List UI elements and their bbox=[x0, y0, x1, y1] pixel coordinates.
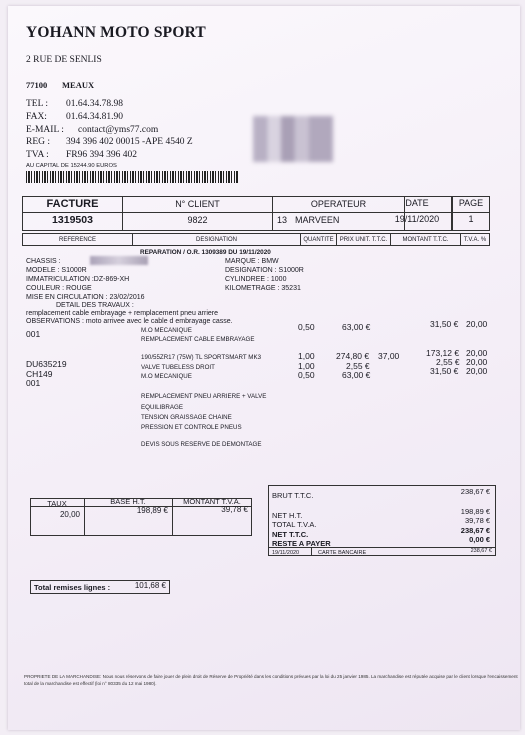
payment-divider bbox=[311, 548, 312, 556]
operator-name: MARVEEN bbox=[295, 215, 340, 225]
contact-value: 01.64.34.78.98 bbox=[66, 99, 123, 109]
net-ttc-label: NET T.T.C. bbox=[272, 530, 309, 539]
contact-label: TEL : bbox=[26, 99, 49, 109]
redacted-chassis bbox=[90, 256, 148, 265]
col-montant: MONTANT T.T.C. bbox=[391, 234, 461, 245]
facture-cell bbox=[23, 197, 123, 230]
line-reference: DU635219 bbox=[26, 359, 67, 369]
invoice-date: 19/11/2020 bbox=[394, 214, 440, 224]
vehicle-plate: IMMATRICULATION :DZ-869-XH bbox=[26, 276, 130, 283]
discount-total-value: 101,68 € bbox=[134, 581, 166, 590]
line-designation: M.O MECANIQUE bbox=[141, 373, 192, 380]
vat-rate-value: 20,00 bbox=[59, 510, 80, 519]
line-vat-rate: 20,00 bbox=[466, 366, 488, 376]
line-reference: 001 bbox=[26, 329, 41, 339]
contact-value: contact@yms77.com bbox=[78, 125, 159, 135]
net-ht-value: 198,89 € bbox=[460, 507, 490, 516]
barcode bbox=[26, 171, 238, 183]
operator-code: 13 bbox=[277, 215, 288, 225]
line-discount: 37,00 bbox=[378, 351, 400, 361]
work-description: remplacement cable embrayage + remplacement pneu arriere bbox=[26, 310, 219, 317]
vehicle-model: MODELE : S1000R bbox=[26, 267, 87, 274]
header-divider bbox=[23, 212, 489, 213]
remaining-value: 0,00 € bbox=[469, 535, 490, 544]
page-label: PAGE bbox=[458, 198, 484, 208]
line-quantity: 0,50 bbox=[298, 322, 315, 332]
line-designation: M.O MECANIQUE bbox=[141, 327, 192, 334]
company-address: 2 RUE DE SENLIS bbox=[26, 55, 102, 65]
company-name: YOHANN MOTO SPORT bbox=[26, 24, 206, 41]
column-header-row bbox=[22, 233, 490, 246]
contact-label: FAX: bbox=[26, 112, 47, 122]
client-number: 9822 bbox=[187, 215, 208, 225]
contact-label: REG : bbox=[26, 137, 51, 147]
work-detail-label: DETAIL DES TRAVAUX : bbox=[56, 302, 134, 309]
page-number: 1 bbox=[468, 214, 474, 224]
payment-method: CARTE BANCAIRE bbox=[318, 550, 367, 556]
contact-value: FR96 394 396 402 bbox=[66, 150, 137, 160]
line-designation: 190/55ZR17 (75W) TL SPORTSMART MK3 bbox=[141, 354, 262, 361]
note-line: REMPLACEMENT PNEU ARRIERE + VALVE bbox=[141, 393, 267, 400]
chassis-label: CHASSIS : bbox=[26, 258, 61, 265]
vehicle-designation: DESIGNATION : S1000R bbox=[225, 267, 304, 274]
line-unit-price: 274,80 € bbox=[336, 351, 370, 361]
line-unit-price: 63,00 € bbox=[342, 322, 371, 332]
line-vat-rate: 20,00 bbox=[466, 348, 488, 358]
vehicle-color: COULEUR : ROUGE bbox=[26, 285, 92, 292]
line-vat-rate: 20,00 bbox=[466, 319, 488, 329]
vehicle-first-reg: MISE EN CIRCULATION : 23/02/2016 bbox=[26, 294, 145, 301]
legal-line: total de la marchandise est effectif (loi n° 80335 du 12 mai 1980). bbox=[24, 681, 157, 686]
net-ttc-value: 238,67 € bbox=[460, 526, 490, 535]
gross-total-value: 238,67 € bbox=[460, 487, 490, 496]
line-quantity: 1,00 bbox=[298, 361, 315, 371]
line-amount: 31,50 € bbox=[430, 319, 459, 329]
payment-date: 19/11/2020 bbox=[272, 550, 300, 556]
line-amount: 173,12 € bbox=[426, 348, 460, 358]
company-city: MEAUX bbox=[62, 80, 95, 90]
company-zip: 77100 bbox=[26, 80, 48, 90]
note-line: TENSION GRAISSAGE CHAINE bbox=[141, 414, 232, 421]
note-line: PRESSION ET CONTROLE PNEUS bbox=[141, 424, 242, 431]
note-line: EQUILIBRAGE bbox=[141, 404, 183, 411]
line-unit-price: 2,55 € bbox=[346, 361, 370, 371]
contact-label: E-MAIL : bbox=[26, 125, 64, 135]
total-vat-label: TOTAL T.V.A. bbox=[272, 520, 317, 529]
page-divider bbox=[451, 196, 452, 231]
remaining-label: RESTE A PAYER bbox=[272, 539, 331, 548]
client-cell bbox=[123, 197, 273, 230]
redacted-address-block bbox=[253, 116, 333, 162]
col-designation: DESIGNATION bbox=[133, 234, 301, 245]
gross-total-label: BRUT T.T.C. bbox=[272, 491, 314, 500]
line-amount: 31,50 € bbox=[430, 366, 459, 376]
date-label: DATE bbox=[405, 198, 429, 208]
line-unit-price: 63,00 € bbox=[342, 370, 371, 380]
client-label: N° CLIENT bbox=[175, 199, 220, 209]
vat-base-value: 198,89 € bbox=[136, 506, 168, 515]
vehicle-mileage: KILOMETRAGE : 35231 bbox=[225, 285, 301, 292]
contact-value: 01.64.34.81.90 bbox=[66, 112, 123, 122]
line-reference: CH149 bbox=[26, 369, 53, 379]
total-vat-value: 39,78 € bbox=[464, 516, 490, 525]
net-ht-label: NET H.T. bbox=[272, 511, 303, 520]
vehicle-brand: MARQUE : BMW bbox=[225, 258, 279, 265]
vat-amount-value: 39,78 € bbox=[221, 505, 248, 514]
line-designation: VALVE TUBELESS DROIT bbox=[141, 364, 215, 371]
facture-number: 1319503 bbox=[52, 214, 93, 226]
repair-title: REPARATION / O.R. 1309389 DU 19/11/2020 bbox=[140, 249, 271, 256]
vehicle-displacement: CYLINDREE : 1000 bbox=[225, 276, 287, 283]
col-prix-unit: PRIX UNIT. T.T.C. bbox=[337, 234, 391, 245]
line-vat-rate: 20,00 bbox=[466, 357, 488, 367]
payment-amount: 238,67 € bbox=[470, 548, 492, 554]
line-quantity: 1,00 bbox=[298, 351, 315, 361]
company-capital: AU CAPITAL DE 15244.90 EUROS bbox=[26, 163, 117, 169]
line-reference: 001 bbox=[26, 378, 41, 388]
line-amount: 2,55 € bbox=[436, 357, 460, 367]
col-reference: REFERENCE bbox=[23, 234, 133, 245]
observations: OBSERVATIONS : moto arrivee avec le cable d embrayage casse. bbox=[26, 318, 233, 325]
contact-label: TVA : bbox=[26, 150, 49, 160]
discount-total-label: Total remises lignes : bbox=[34, 583, 111, 592]
facture-label: FACTURE bbox=[46, 198, 99, 210]
note-line: DEVIS SOUS RESERVE DE DEMONTAGE bbox=[141, 441, 262, 448]
line-quantity: 0,50 bbox=[298, 370, 315, 380]
contact-value: 394 396 402 00015 -APE 4540 Z bbox=[66, 137, 193, 147]
vat-rate-header: TAUX bbox=[47, 499, 67, 508]
operator-label: OPERATEUR bbox=[310, 199, 367, 209]
vat-amount-header: MONTANT T.V.A. bbox=[183, 497, 241, 506]
line-designation: REMPLACEMENT CABLE EMBRAYAGE bbox=[141, 336, 255, 343]
legal-line: PROPRIETE DE LA MARCHANDISE: Nous nous réservons de faire jouer de plein droit de Réserve de Propriété dans les conditions prévues par la loi du 25 janvier 1985. La marchandise est réputée acquise par le client lorsque l'encaissement bbox=[24, 674, 518, 679]
col-tva: T.V.A. % bbox=[463, 237, 487, 243]
vat-base-header: BASE H.T. bbox=[110, 497, 146, 506]
col-quantite: QUANTITE bbox=[301, 234, 337, 245]
